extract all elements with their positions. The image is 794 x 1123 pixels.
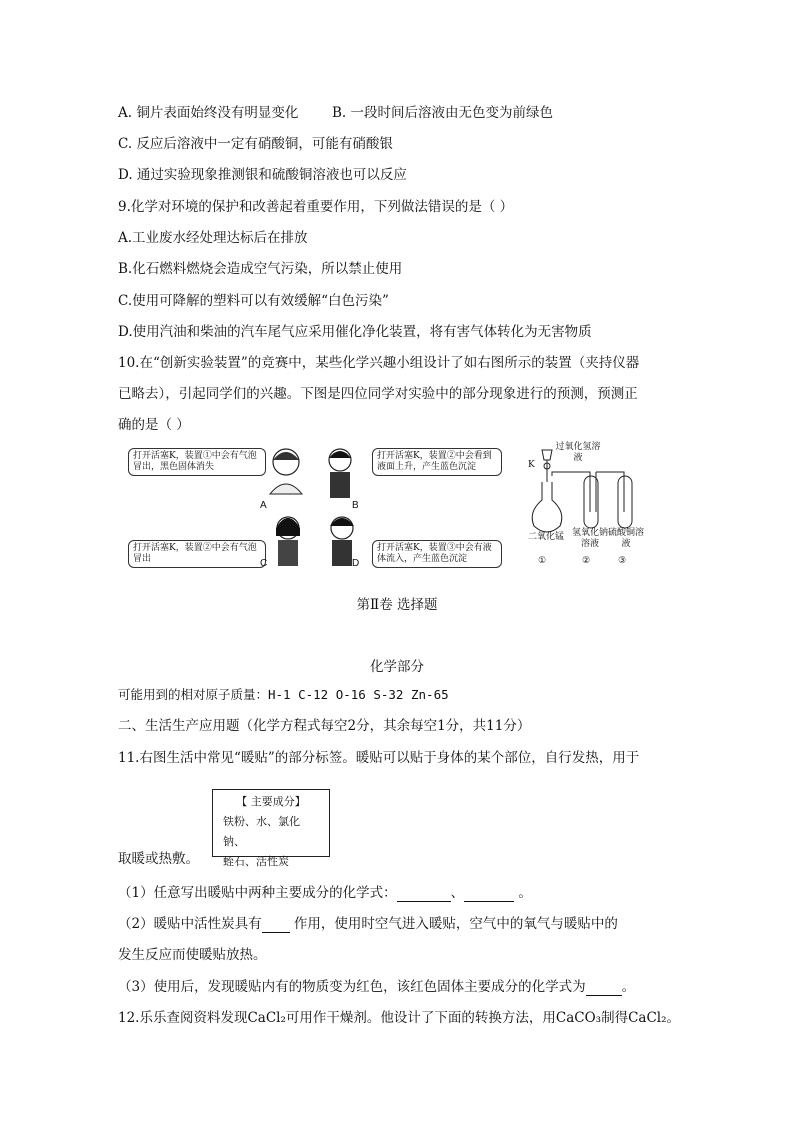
flask3-label: 硫酸铜溶液 bbox=[608, 528, 645, 549]
bubble-b: 打开活塞K，装置②中会看到液面上升，产生蓝色沉淀 bbox=[372, 448, 502, 476]
q9-option-b: B.化石燃料燃烧会造成空气污染，所以禁止使用 bbox=[118, 261, 403, 277]
label-b: B bbox=[352, 500, 359, 511]
part-title: 化学部分 bbox=[370, 659, 424, 675]
student-a-figure bbox=[270, 449, 302, 494]
label-c: C bbox=[260, 558, 268, 569]
label-box-line1: 铁粉、水、氯化钠、 bbox=[223, 815, 300, 848]
flask1-label: 二氧化锰 bbox=[527, 532, 564, 542]
q8-option-d: D. 通过实验现象推测银和硫酸铜溶液也可以反应 bbox=[118, 167, 407, 183]
q11-sub1-sep: 、 bbox=[450, 885, 465, 901]
num2-label: ② bbox=[582, 556, 591, 566]
student-c-figure bbox=[276, 517, 300, 566]
q12-stem: 12.乐乐查阅资料发现CaCl₂可用作干燥剂。他设计了下面的转换方法，用CaCO₃制得CaCl₂。 bbox=[118, 1010, 681, 1026]
q10-line3: 确的是（ ） bbox=[118, 417, 190, 433]
bubble-c: 打开活塞K，装置②中会有气泡冒出 bbox=[128, 540, 266, 568]
q9-option-d: D.使用汽油和柴油的汽车尾气应采用催化净化装置，将有害气体转化为无害物质 bbox=[118, 324, 592, 340]
q10-figure bbox=[120, 442, 680, 572]
q11-sub3 bbox=[118, 978, 635, 996]
q10-line1: 10.在“创新实验装置”的竞赛中，某些化学兴趣小组设计了如右图所示的装置（夹持仪器 bbox=[118, 355, 640, 371]
q10-line2: 已略去），引起同学们的兴趣。下图是四位同学对实验中的部分现象进行的预测，预测正 bbox=[118, 386, 638, 402]
q9-option-c: C.使用可降解的塑料可以有效缓解“白色污染” bbox=[118, 293, 389, 309]
q11-sub1-blank1[interactable] bbox=[397, 887, 451, 902]
flask2-label: 氢氧化钠溶液 bbox=[572, 528, 609, 549]
label-box-line2: 蛭石、活性炭 bbox=[223, 855, 289, 868]
reagent-top-label: 过氧化氢溶液 bbox=[555, 442, 601, 463]
q9-option-a: A.工业废水经处理达标后在排放 bbox=[118, 230, 308, 246]
bubble-a: 打开活塞K，装置①中会有气泡冒出，黑色固体消失 bbox=[128, 448, 266, 476]
label-box-header: 【 主要成分】 bbox=[236, 795, 306, 808]
q11-sub2-b: 作用，使用时空气进入暖贴，空气中的氧气与暖贴中的 bbox=[289, 916, 618, 932]
num3-label: ③ bbox=[618, 556, 627, 566]
bubble-d: 打开活塞K，装置③中会有液体流入，产生蓝色沉淀 bbox=[372, 540, 502, 568]
q11-sub1-end: 。 bbox=[514, 885, 532, 901]
q11-sub3-end: 。 bbox=[621, 979, 636, 995]
q9-stem: 9.化学对环境的保护和改善起着重要作用，下列做法错误的是（ ） bbox=[118, 199, 514, 215]
q8-option-c: C. 反应后溶液中一定有硝酸铜，可能有硝酸银 bbox=[118, 136, 393, 152]
q11-sub2 bbox=[118, 915, 618, 933]
atomic-masses: 可能用到的相对原子质量：H-1 C-12 O-16 S-32 Zn-65 bbox=[118, 687, 449, 702]
q11-sub2-line2: 发生反应而使暖贴放热。 bbox=[118, 947, 267, 963]
q11-sub3-blank[interactable] bbox=[586, 981, 622, 996]
label-a: A bbox=[260, 500, 267, 511]
label-d: D bbox=[352, 558, 360, 569]
q8-option-a: A. 铜片表面始终没有明显变化 bbox=[118, 105, 299, 121]
q8-option-b: B. 一段时间后溶液由无色变为前绿色 bbox=[332, 105, 554, 121]
num1-label: ① bbox=[538, 556, 547, 566]
q11-sub1-text: （1）任意写出暖贴中两种主要成分的化学式： bbox=[118, 885, 397, 901]
q11-sub3-text: （3）使用后，发现暖贴内有的物质变为红色，该红色固体主要成分的化学式为 bbox=[118, 979, 586, 995]
q11-stem: 11.右图生活中常见“暖贴”的部分标签。暖贴可以贴于身体的某个部位，自行发热，用于 bbox=[118, 750, 640, 766]
q11-sub1-blank2[interactable] bbox=[464, 887, 514, 902]
valve-k-label: K bbox=[528, 460, 535, 470]
hand-warmer-label-box bbox=[212, 789, 330, 868]
q11-sub1 bbox=[118, 884, 532, 902]
student-b-figure bbox=[329, 449, 351, 498]
student-d-figure bbox=[330, 517, 354, 566]
q11-sub2-blank[interactable] bbox=[262, 918, 290, 933]
q11-stem-end: 取暖或热敷。 bbox=[118, 851, 199, 867]
volume-title: 第Ⅱ卷 选择题 bbox=[356, 597, 438, 613]
q11-sub2-a: （2）暖贴中活性炭具有 bbox=[118, 916, 262, 932]
part2-title: 二、生活生产应用题（化学方程式每空2分，其余每空1分，共11分） bbox=[118, 718, 531, 734]
